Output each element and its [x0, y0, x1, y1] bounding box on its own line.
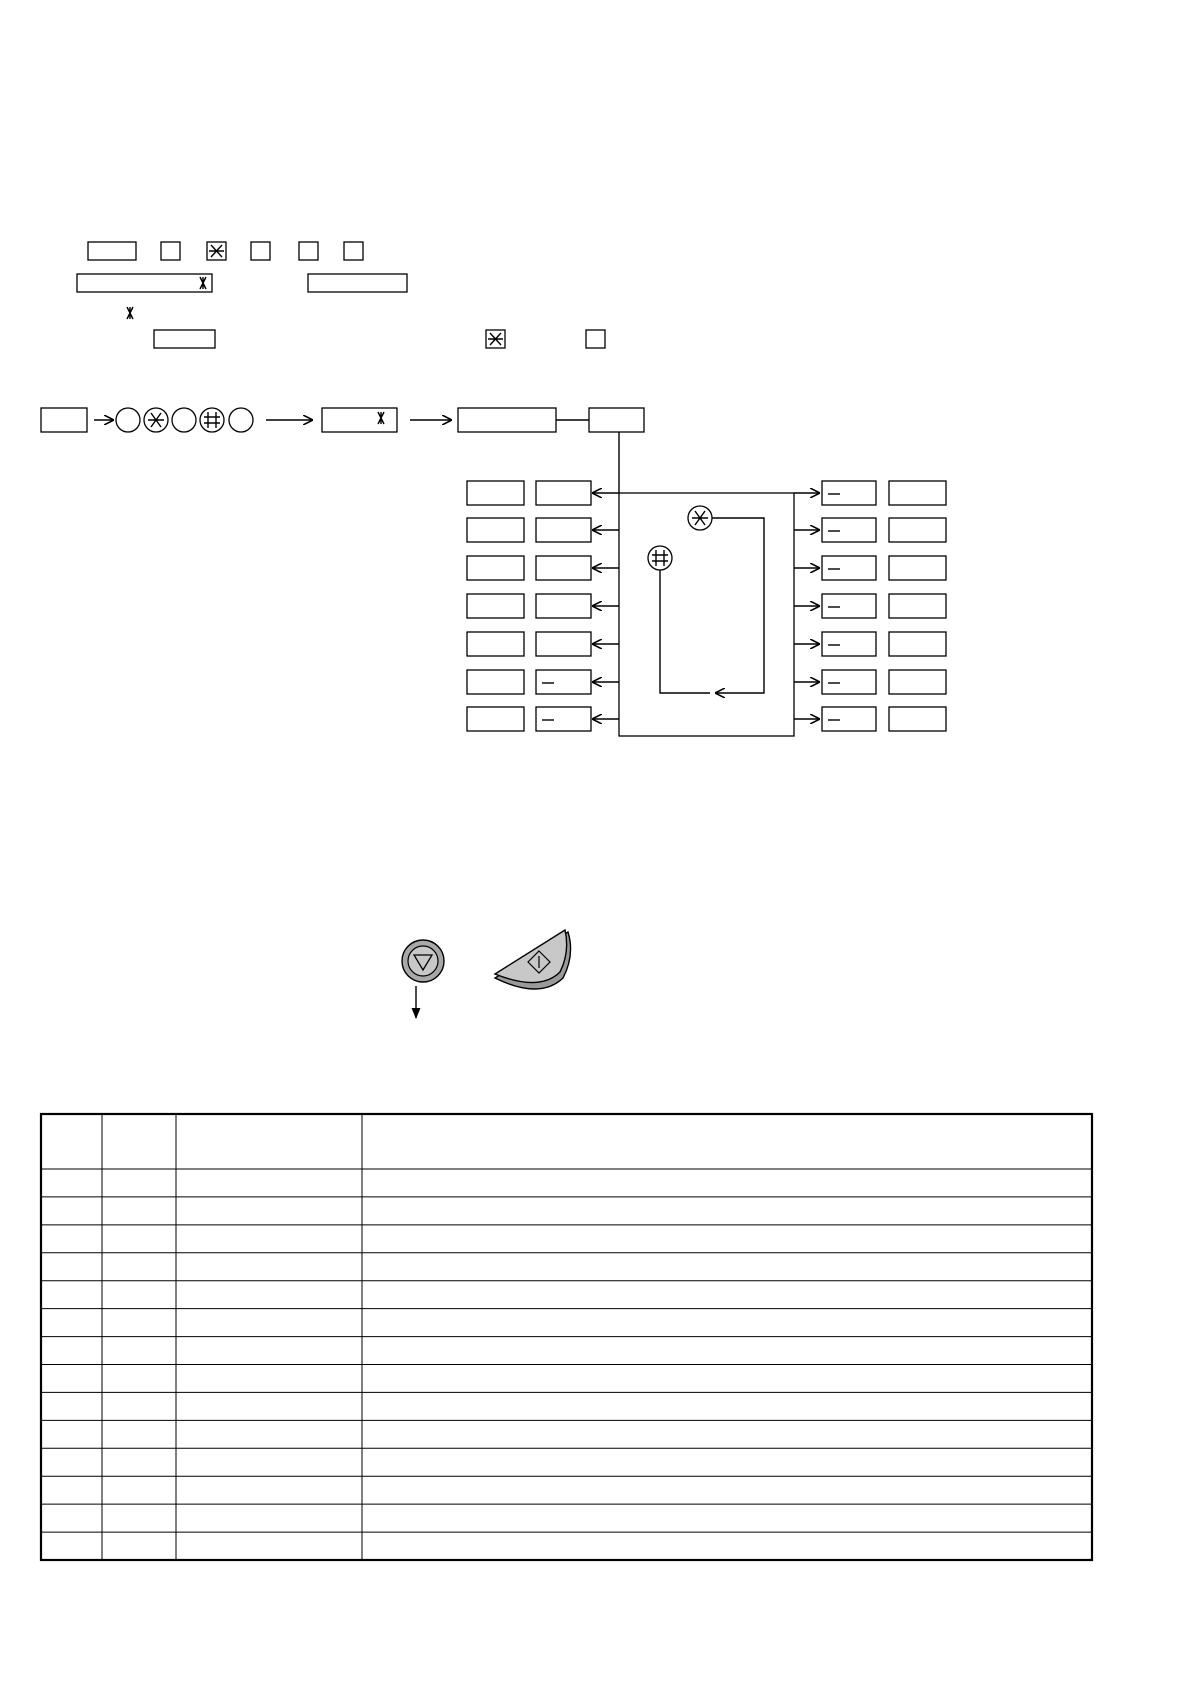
selection-loop-box — [619, 493, 794, 736]
option-row — [467, 707, 619, 731]
option-row — [794, 556, 946, 580]
legend-digit-key — [586, 330, 605, 348]
start-key[interactable] — [495, 930, 571, 989]
key-legend — [77, 242, 605, 348]
legend-asterisk-key — [207, 242, 226, 260]
option-row — [467, 594, 619, 618]
option-row — [467, 518, 619, 542]
option-row — [467, 670, 619, 694]
asterisk-key — [144, 408, 168, 432]
hash-key — [200, 408, 224, 432]
hash-key — [648, 546, 672, 570]
legend-digit-key — [251, 242, 270, 260]
asterisk-icon — [127, 307, 133, 319]
digit-key-circle — [229, 408, 253, 432]
legend-display-asterisk — [77, 274, 212, 292]
option-row — [794, 632, 946, 656]
digit-key-circle — [116, 408, 140, 432]
menu-box — [589, 408, 644, 432]
option-row — [467, 481, 619, 505]
legend-asterisk-key — [486, 330, 505, 348]
legend-key-box — [88, 242, 136, 260]
option-row — [794, 481, 946, 505]
entry-sequence — [41, 408, 644, 493]
legend-digit-key — [299, 242, 318, 260]
function-key — [41, 408, 87, 432]
option-row — [794, 670, 946, 694]
option-row — [794, 518, 946, 542]
stop-key[interactable] — [402, 940, 444, 982]
option-row — [794, 594, 946, 618]
left-options — [467, 481, 619, 731]
legend-key-box — [154, 330, 215, 348]
digit-key-circle — [172, 408, 196, 432]
legend-digit-key — [161, 242, 180, 260]
option-row — [467, 556, 619, 580]
data-table — [41, 1114, 1092, 1560]
option-row — [467, 632, 619, 656]
right-options — [794, 481, 946, 731]
asterisk-key — [688, 506, 712, 530]
display-box — [458, 408, 556, 432]
legend-display-box — [308, 274, 407, 292]
option-row — [794, 707, 946, 731]
legend-digit-key — [344, 242, 363, 260]
display-box-asterisk — [322, 408, 397, 432]
